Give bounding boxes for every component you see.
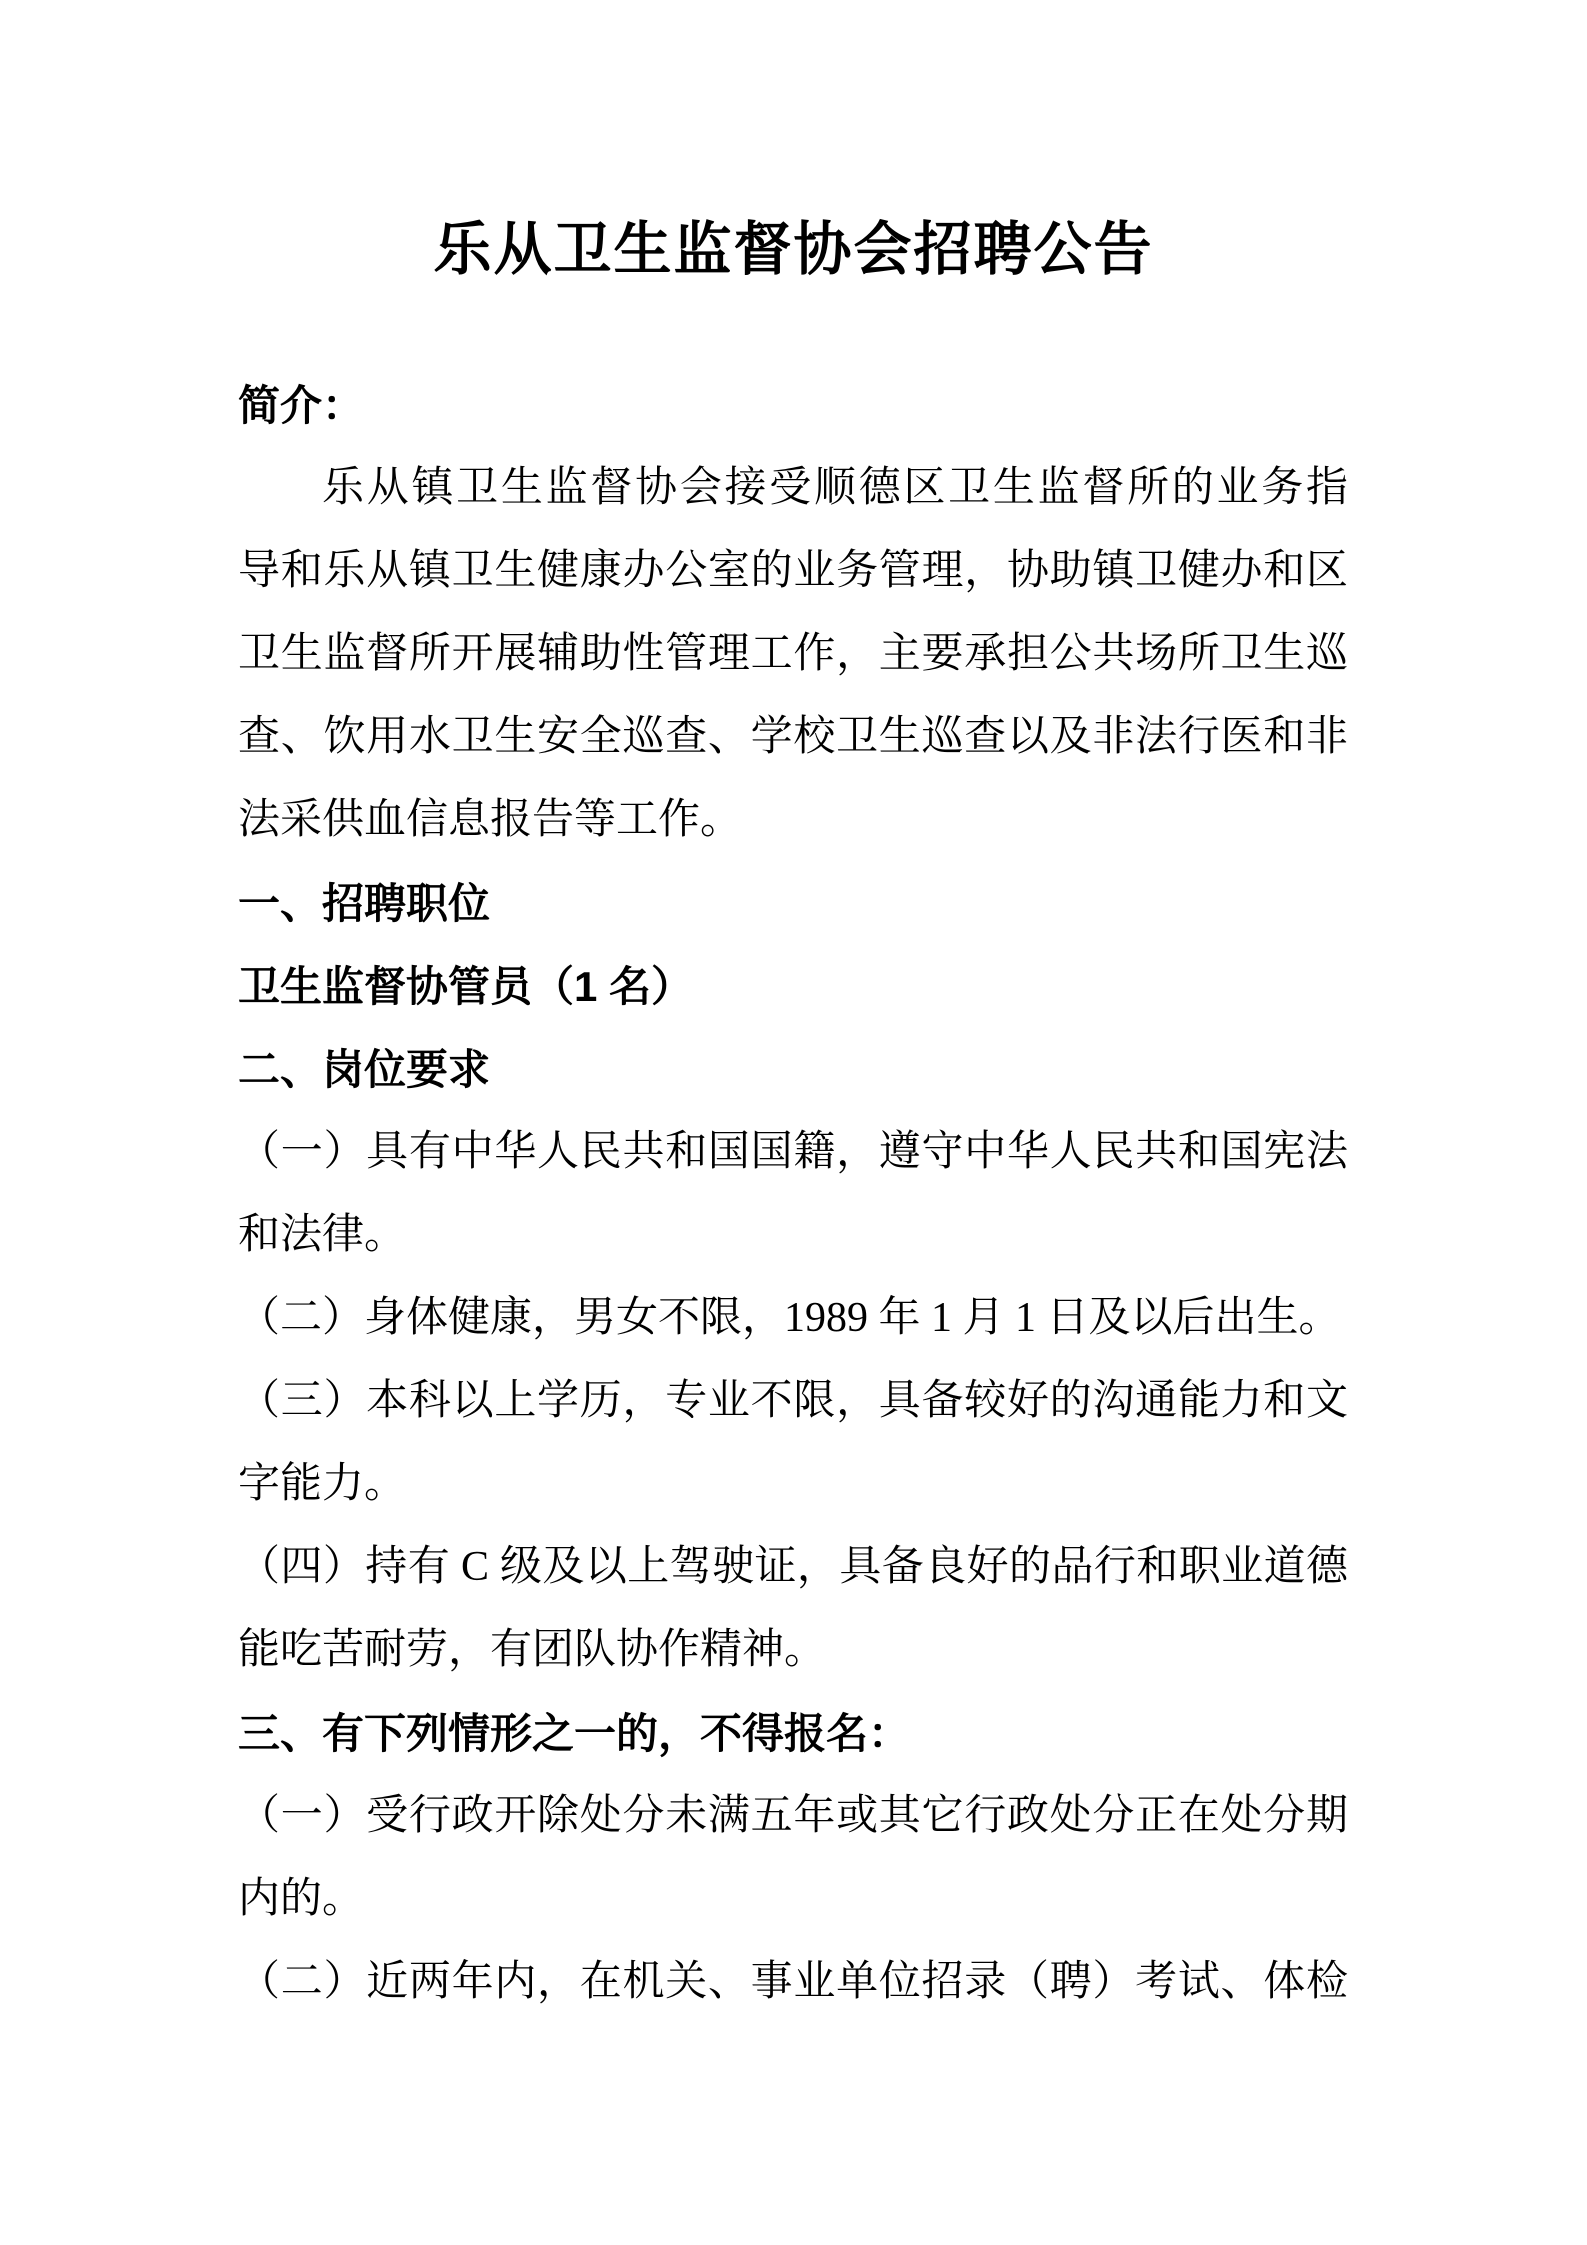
requirement-line: 字能力。 [238, 1461, 407, 1507]
requirement-line: （二）身体健康，男女不限，1989 年 1 月 1 日及以后出生。 [238, 1295, 1341, 1341]
body-text-line: 查、饮用水卫生安全巡查、学校卫生巡查以及非法行医和非 [238, 714, 1348, 760]
document-body [238, 364, 1348, 2024]
requirement-line: （一）具有中华人民共和国国籍，遵守中华人民共和国宪法 [238, 1129, 1348, 1175]
intro-heading: 简介： [238, 382, 365, 429]
requirement-line: （三）本科以上学历，专业不限，具备较好的沟通能力和文 [238, 1378, 1348, 1424]
document-title: 乐从卫生监督协会招聘公告 [433, 217, 1154, 282]
position-line: 卫生监督协管员（1 名） [238, 963, 694, 1010]
restriction-line: （一）受行政开除处分未满五年或其它行政处分正在处分期 [238, 1793, 1348, 1839]
restriction-line: 内的。 [238, 1876, 365, 1922]
requirement-line: 能吃苦耐劳，有团队协作精神。 [238, 1627, 827, 1673]
requirement-line: （四）持有 C 级及以上驾驶证，具备良好的品行和职业道德 [238, 1544, 1348, 1590]
body-text-line: 法采供血信息报告等工作。 [238, 797, 743, 843]
section-1-heading: 一、招聘职位 [238, 880, 491, 927]
body-text-line: 卫生监督所开展辅助性管理工作，主要承担公共场所卫生巡 [238, 631, 1348, 677]
restriction-line: （二）近两年内，在机关、事业单位招录（聘）考试、体检 [238, 1959, 1348, 2005]
body-text-line: 乐从镇卫生监督协会接受顺德区卫生监督所的业务指 [322, 465, 1348, 511]
requirement-line: 和法律。 [238, 1212, 407, 1258]
section-3-heading: 三、有下列情形之一的，不得报名： [238, 1710, 911, 1757]
section-2-heading: 二、岗位要求 [238, 1046, 491, 1093]
body-text-line: 导和乐从镇卫生健康办公室的业务管理，协助镇卫健办和区 [238, 548, 1348, 594]
